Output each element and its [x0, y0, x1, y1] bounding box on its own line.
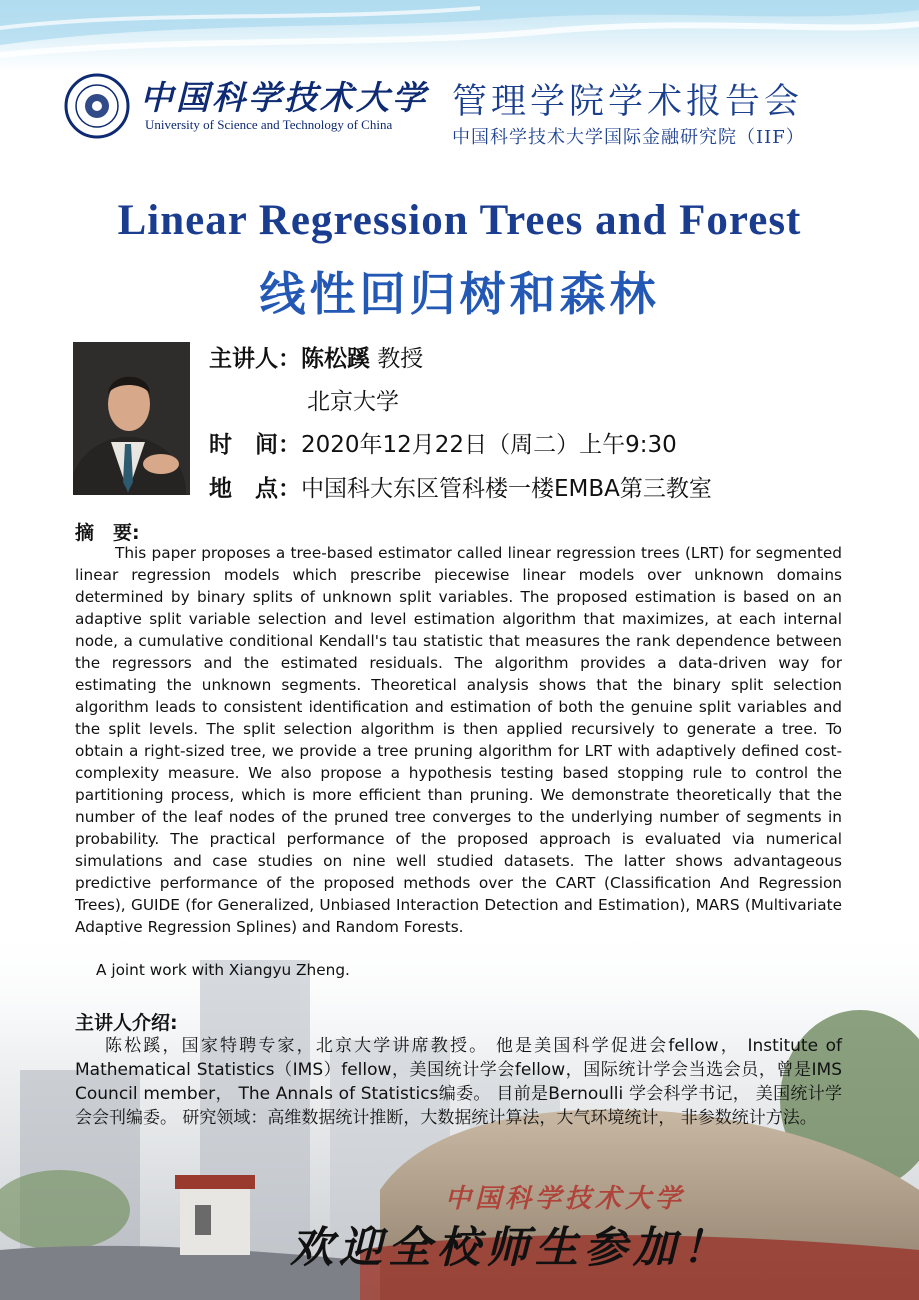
university-seal-logo — [64, 73, 130, 139]
speaker-row — [209, 340, 423, 373]
time-row — [209, 426, 677, 459]
speaker-affiliation: 北京大学 — [307, 389, 399, 415]
speaker-label: 主讲人： — [209, 346, 301, 372]
bio-text: 陈松蹊，国家特聘专家，北京大学讲席教授。 他是美国科学促进会fellow， Institute of Mathematical Statistics（IMS）fellow，美国统计学会fellow，国际统计学会当选会员，曾是IMS Council member， The Annals of Statistics编委。 目前是Bernoulli 学会科学书记， 美国统计学会会刊编委。 研究领域：高维数据统计推断，大数据统计算法，大气环境统计， 非参数统计方法。 — [75, 1036, 842, 1128]
speaker-name: 陈松蹊 — [301, 346, 370, 372]
rock-inscription: 中国科学技术大学 — [445, 1184, 686, 1214]
place-label: 地 点： — [209, 476, 301, 502]
welcome-message: 欢迎全校师生参加！ — [290, 1223, 731, 1273]
speaker-rank: 教授 — [370, 346, 424, 372]
time-label: 时 间： — [209, 432, 301, 458]
event-subtitle: 中国科学技术大学国际金融研究院（IIF） — [452, 127, 805, 148]
university-name-cn: 中国科学技术大学 — [140, 78, 428, 117]
top-wave-decoration — [0, 0, 919, 70]
university-name-en: University of Science and Technology of China — [145, 117, 393, 132]
talk-title-english: Linear Regression Trees and Forest — [117, 197, 802, 244]
talk-title-chinese: 线性回归树和森林 — [259, 267, 660, 321]
speaker-photo — [73, 342, 190, 495]
place-value: 中国科大东区管科楼一楼EMBA第三教室 — [301, 476, 712, 502]
bio-heading: 主讲人介绍: — [75, 1012, 178, 1034]
abstract-heading: 摘 要: — [75, 522, 140, 544]
time-value: 2020年12月22日（周二）上午9:30 — [301, 432, 677, 458]
joint-work-note: A joint work with Xiangyu Zheng. — [96, 961, 350, 979]
abstract-text: This paper proposes a tree-based estimator called linear regression trees (LRT) for segmented linear regression models which prescribe piecewise linear models over unknown domains determined by binary splits of unknown split variables. The proposed estimation is based on an adaptive split variable selection and level estimation algorithm that maximizes, at each internal node, a cumulative conditional Kendall's tau statistic that measures the rank dependence between the regressors and the estimated residuals. The algorithm provides a data-driven way for estimating the unknown segments. Theoretical analysis shows that the binary split selection algorithm leads to consistent identification and estimation of both the genuine split variables and the split levels. The split selection algorithm is then applied recursively to generate a tree. To obtain a right-sized tree, we provide a tree pruning algorithm for LRT with adaptively defined cost-complexity measure. We also propose a hypothesis testing based stopping rule to control the partitioning process, which is more efficient than pruning. We demonstrate theoretically that the number of the leaf nodes of the pruned tree converges to the underlying number of segments in probability. The practical performance of the proposed approach is evaluated via numerical simulations and case studies on nine well studied datasets. The latter shows advantageous predictive performance of the proposed methods over the CART (Classification And Regression Trees), GUIDE (for Generalized, Unbiased Interaction Detection and Estimation), MARS (Multivariate Adaptive Regression Splines) and Random Forests. — [75, 544, 842, 936]
place-row — [209, 470, 712, 503]
event-title: 管理学院学术报告会 — [452, 82, 804, 122]
